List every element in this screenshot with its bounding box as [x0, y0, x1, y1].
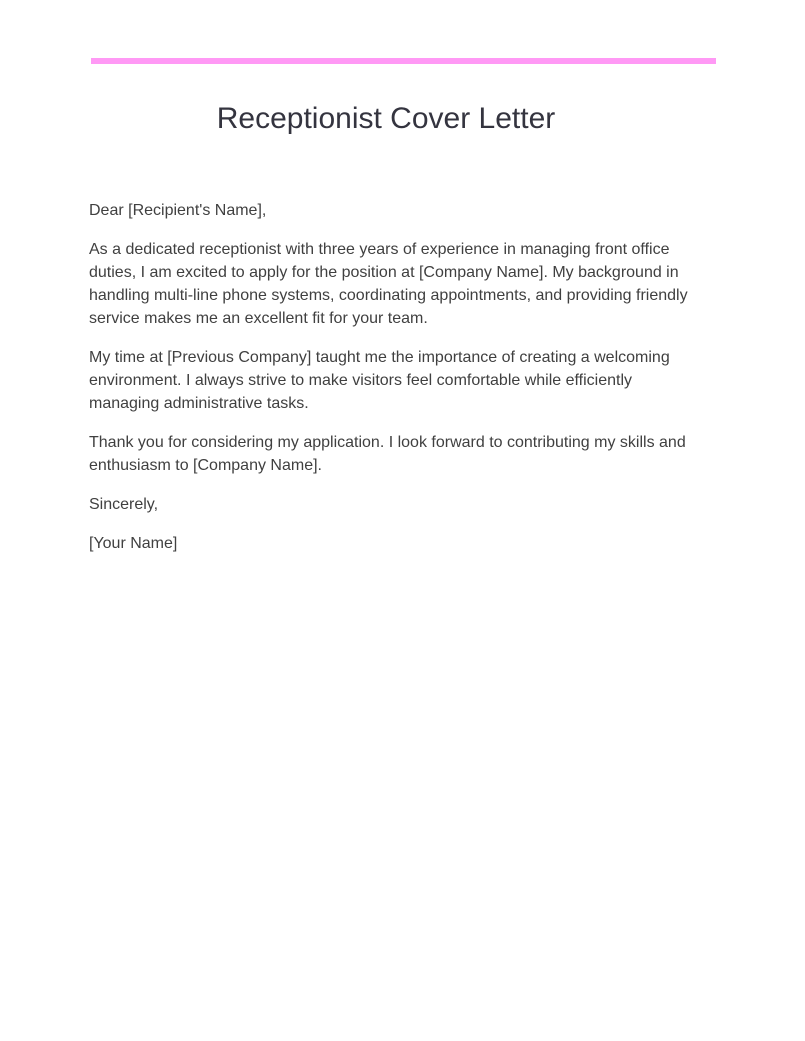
paragraph: Thank you for considering my application. I look forward to contributing my skills and enthusiasm to [Company Name].	[89, 434, 686, 474]
document-title: Receptionist Cover Letter	[216, 102, 556, 135]
signature: [Your Name]	[89, 535, 178, 552]
closing: Sincerely,	[89, 496, 159, 513]
paragraph: As a dedicated receptionist with three years of experience in managing front office duties, I am excited to apply for the position at [Company Name]. My background in handling multi-line phone systems, coordinating appointments, and providing friendly service makes me an excellent fit for your team.	[89, 241, 688, 327]
accent-bar	[91, 58, 716, 64]
paragraph: My time at [Previous Company] taught me the importance of creating a welcoming environment. I always strive to make visitors feel comfortable while efficiently managing administrative tasks.	[89, 349, 670, 412]
salutation: Dear [Recipient's Name],	[89, 202, 267, 219]
letter-body	[89, 199, 689, 571]
